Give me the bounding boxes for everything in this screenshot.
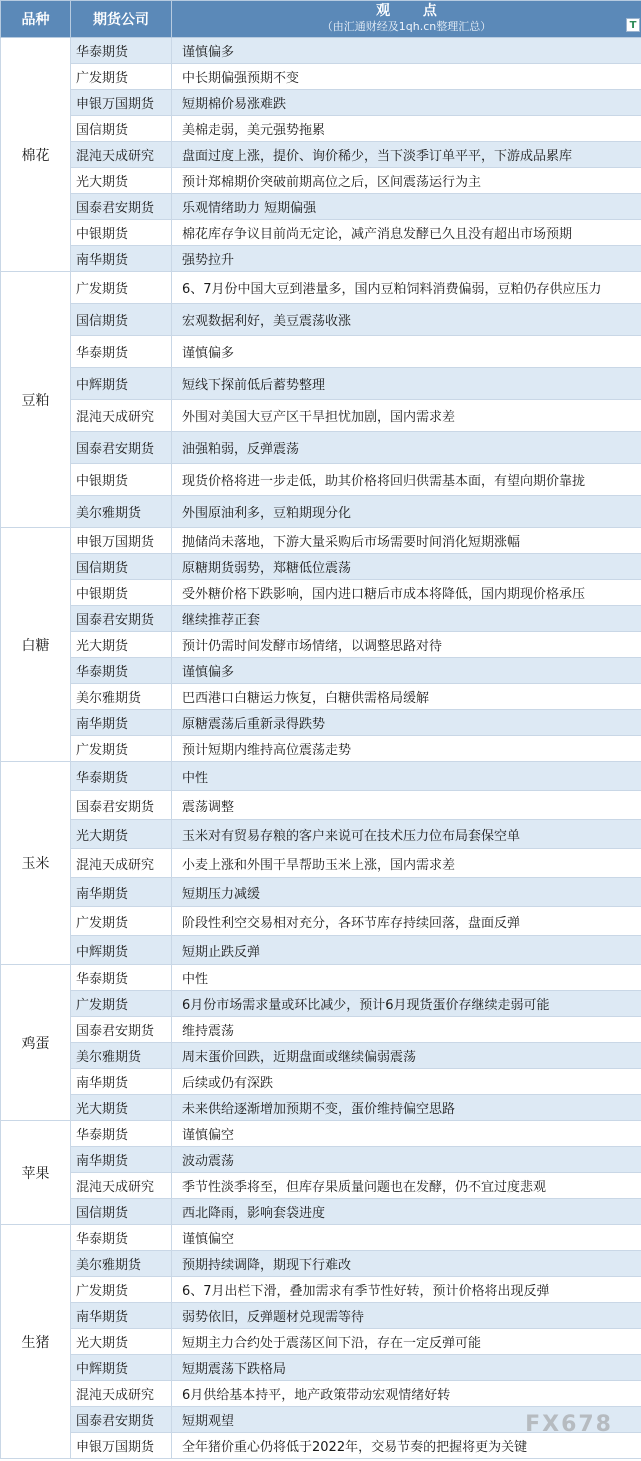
table-row (1, 658, 641, 684)
viewpoint-cell: 全年猪价重心仍将低于2022年，交易节奏的把握将更为关键 (172, 1433, 641, 1459)
company-cell: 华泰期货 (71, 1121, 172, 1147)
category-cell: 玉米 (1, 762, 71, 965)
category-cell: 鸡蛋 (1, 965, 71, 1121)
table-row (1, 878, 641, 907)
header-category: 品种 (1, 1, 71, 38)
viewpoint-cell: 短期压力减缓 (172, 878, 641, 907)
viewpoint-cell: 继续推荐正套 (172, 606, 641, 632)
table-header (1, 1, 641, 38)
table-row (1, 1121, 641, 1147)
viewpoint-cell: 现货价格将进一步走低，助其价格将回归供需基本面，有望向期价靠拢 (172, 464, 641, 496)
table-row (1, 64, 641, 90)
company-cell: 美尔雅期货 (71, 684, 172, 710)
company-cell: 混沌天成研究 (71, 1381, 172, 1407)
category-cell: 生猪 (1, 1225, 71, 1459)
table-row (1, 554, 641, 580)
viewpoint-cell: 中长期偏强预期不变 (172, 64, 641, 90)
table-row (1, 791, 641, 820)
header-viewpoint: 观 点 (376, 3, 451, 19)
company-cell: 国泰君安期货 (71, 194, 172, 220)
table-body (1, 38, 641, 1459)
table-row (1, 368, 641, 400)
viewpoint-cell: 小麦上涨和外围干旱帮助玉米上涨，国内需求差 (172, 849, 641, 878)
viewpoint-cell: 谨慎偏多 (172, 658, 641, 684)
table-row (1, 907, 641, 936)
viewpoint-cell: 外围原油利多，豆粕期现分化 (172, 496, 641, 528)
company-cell: 国信期货 (71, 116, 172, 142)
table-row (1, 820, 641, 849)
company-cell: 广发期货 (71, 736, 172, 762)
company-cell: 美尔雅期货 (71, 1251, 172, 1277)
viewpoint-cell: 震荡调整 (172, 791, 641, 820)
table-row (1, 400, 641, 432)
viewpoint-cell: 西北降雨，影响套袋进度 (172, 1199, 641, 1225)
company-cell: 美尔雅期货 (71, 496, 172, 528)
table-row (1, 1147, 641, 1173)
table-row (1, 1303, 641, 1329)
table-row (1, 580, 641, 606)
viewpoint-cell: 6、7月出栏下滑，叠加需求有季节性好转，预计价格将出现反弹 (172, 1277, 641, 1303)
viewpoint-cell: 乐观情绪助力 短期偏强 (172, 194, 641, 220)
viewpoint-cell: 玉米对有贸易存粮的客户来说可在技术压力位布局套保空单 (172, 820, 641, 849)
table-row (1, 632, 641, 658)
company-cell: 广发期货 (71, 272, 172, 304)
company-cell: 中银期货 (71, 220, 172, 246)
table-row (1, 1251, 641, 1277)
company-cell: 中银期货 (71, 580, 172, 606)
viewpoint-cell: 维持震荡 (172, 1017, 641, 1043)
company-cell: 光大期货 (71, 1329, 172, 1355)
table-row (1, 194, 641, 220)
company-cell: 混沌天成研究 (71, 1173, 172, 1199)
company-cell: 广发期货 (71, 991, 172, 1017)
viewpoint-cell: 宏观数据利好，美豆震荡收涨 (172, 304, 641, 336)
company-cell: 中辉期货 (71, 1355, 172, 1381)
company-cell: 南华期货 (71, 1147, 172, 1173)
viewpoint-cell: 预计仍需时间发酵市场情绪，以调整思路对待 (172, 632, 641, 658)
table-row (1, 736, 641, 762)
viewpoint-cell: 短期观望 (172, 1407, 641, 1433)
company-cell: 华泰期货 (71, 336, 172, 368)
company-cell: 国泰君安期货 (71, 791, 172, 820)
table-row (1, 1199, 641, 1225)
company-cell: 混沌天成研究 (71, 142, 172, 168)
company-cell: 国信期货 (71, 304, 172, 336)
company-cell: 光大期货 (71, 632, 172, 658)
company-cell: 光大期货 (71, 820, 172, 849)
company-cell: 国泰君安期货 (71, 606, 172, 632)
viewpoint-cell: 谨慎偏空 (172, 1121, 641, 1147)
table-row (1, 90, 641, 116)
table-row (1, 762, 641, 791)
table-row (1, 528, 641, 554)
viewpoint-cell: 波动震荡 (172, 1147, 641, 1173)
viewpoint-cell: 棉花库存争议目前尚无定论，减产消息发酵已久且没有超出市场预期 (172, 220, 641, 246)
company-cell: 光大期货 (71, 1095, 172, 1121)
table-row (1, 304, 641, 336)
viewpoint-cell: 原糖期货弱势，郑糖低位震荡 (172, 554, 641, 580)
table-row (1, 1225, 641, 1251)
viewpoint-cell: 原糖震荡后重新录得跌势 (172, 710, 641, 736)
viewpoint-cell: 受外糖价格下跌影响，国内进口糖后市成本将降低，国内期现价格承压 (172, 580, 641, 606)
viewpoint-cell: 油强粕弱，反弹震荡 (172, 432, 641, 464)
viewpoint-cell: 预计短期内维持高位震荡走势 (172, 736, 641, 762)
company-cell: 混沌天成研究 (71, 400, 172, 432)
table-row (1, 1381, 641, 1407)
table-row (1, 142, 641, 168)
viewpoint-cell: 短期主力合约处于震荡区间下沿，存在一定反弹可能 (172, 1329, 641, 1355)
table-row (1, 1355, 641, 1381)
viewpoint-cell: 弱势依旧，反弹题材兑现需等待 (172, 1303, 641, 1329)
company-cell: 南华期货 (71, 246, 172, 272)
viewpoint-cell: 预期持续调降，期现下行难改 (172, 1251, 641, 1277)
company-cell: 南华期货 (71, 1303, 172, 1329)
viewpoint-cell: 短期棉价易涨难跌 (172, 90, 641, 116)
viewpoint-cell: 中性 (172, 965, 641, 991)
company-cell: 中银期货 (71, 464, 172, 496)
viewpoint-cell: 盘面过度上涨，提价、询价稀少，当下淡季订单平平，下游成品累库 (172, 142, 641, 168)
table-row (1, 1277, 641, 1303)
viewpoint-cell: 6、7月份中国大豆到港量多，国内豆粕饲料消费偏弱，豆粕仍存供应压力 (172, 272, 641, 304)
viewpoint-cell: 巴西港口白糖运力恢复，白糖供需格局缓解 (172, 684, 641, 710)
company-cell: 中辉期货 (71, 368, 172, 400)
company-cell: 光大期货 (71, 168, 172, 194)
table-row (1, 432, 641, 464)
company-cell: 华泰期货 (71, 965, 172, 991)
header-viewpoint-cell (172, 1, 641, 38)
company-cell: 华泰期货 (71, 658, 172, 684)
viewpoint-cell: 6月份市场需求量或环比减少，预计6月现货蛋价存继续走弱可能 (172, 991, 641, 1017)
table-row (1, 1095, 641, 1121)
viewpoint-cell: 6月供给基本持平，地产政策带动宏观情绪好转 (172, 1381, 641, 1407)
company-cell: 申银万国期货 (71, 528, 172, 554)
company-cell: 国信期货 (71, 554, 172, 580)
viewpoint-cell: 谨慎偏多 (172, 336, 641, 368)
table-row (1, 936, 641, 965)
viewpoint-cell: 短期震荡下跌格局 (172, 1355, 641, 1381)
table-row (1, 246, 641, 272)
viewpoint-cell: 后续或仍有深跌 (172, 1069, 641, 1095)
category-cell: 豆粕 (1, 272, 71, 528)
company-cell: 申银万国期货 (71, 90, 172, 116)
company-cell: 华泰期货 (71, 1225, 172, 1251)
company-cell: 国泰君安期货 (71, 1407, 172, 1433)
viewpoint-cell: 中性 (172, 762, 641, 791)
watermark-logo: FX678 (525, 1412, 613, 1437)
table-row (1, 168, 641, 194)
company-cell: 南华期货 (71, 1069, 172, 1095)
header-company: 期货公司 (71, 1, 172, 38)
viewpoint-cell: 阶段性利空交易相对充分，各环节库存持续回落，盘面反弹 (172, 907, 641, 936)
viewpoint-cell: 强势拉升 (172, 246, 641, 272)
table-row (1, 496, 641, 528)
table-row (1, 684, 641, 710)
category-cell: 棉花 (1, 38, 71, 272)
company-cell: 国泰君安期货 (71, 432, 172, 464)
category-cell: 苹果 (1, 1121, 71, 1225)
company-cell: 国信期货 (71, 1199, 172, 1225)
company-cell: 华泰期货 (71, 762, 172, 791)
viewpoint-cell: 短期止跌反弹 (172, 936, 641, 965)
company-cell: 混沌天成研究 (71, 849, 172, 878)
viewpoint-cell: 短线下探前低后蓄势整理 (172, 368, 641, 400)
viewpoint-cell: 抛储尚未落地，下游大量采购后市场需要时间消化短期涨幅 (172, 528, 641, 554)
viewpoint-cell: 外围对美国大豆产区干旱担忧加剧，国内需求差 (172, 400, 641, 432)
table-row (1, 991, 641, 1017)
viewpoint-cell: 未来供给逐渐增加预期不变，蛋价维持偏空思路 (172, 1095, 641, 1121)
company-cell: 华泰期货 (71, 38, 172, 64)
company-cell: 南华期货 (71, 710, 172, 736)
table-row (1, 1069, 641, 1095)
table-row (1, 606, 641, 632)
viewpoint-cell: 美棉走弱，美元强势拖累 (172, 116, 641, 142)
header-source-note: （由汇通财经及1qh.cn整理汇总） (321, 20, 492, 33)
company-cell: 广发期货 (71, 907, 172, 936)
company-cell: 广发期货 (71, 64, 172, 90)
company-cell: 广发期货 (71, 1277, 172, 1303)
category-cell: 白糖 (1, 528, 71, 762)
table-row (1, 116, 641, 142)
company-cell: 美尔雅期货 (71, 1043, 172, 1069)
table-row (1, 1017, 641, 1043)
table-row (1, 38, 641, 64)
viewpoint-cell: 周末蛋价回跌，近期盘面或继续偏弱震荡 (172, 1043, 641, 1069)
company-cell: 南华期货 (71, 878, 172, 907)
table-row (1, 965, 641, 991)
viewpoint-cell: 谨慎偏空 (172, 1225, 641, 1251)
table-row (1, 336, 641, 368)
table-row (1, 1043, 641, 1069)
table-row (1, 272, 641, 304)
table-row (1, 849, 641, 878)
table-corner-icon[interactable]: T (626, 18, 640, 32)
viewpoint-cell: 季节性淡季将至，但库存果质量问题也在发酵，仍不宜过度悲观 (172, 1173, 641, 1199)
company-cell: 中辉期货 (71, 936, 172, 965)
table-row (1, 1173, 641, 1199)
table-row (1, 710, 641, 736)
company-cell: 国泰君安期货 (71, 1017, 172, 1043)
company-cell: 申银万国期货 (71, 1433, 172, 1459)
viewpoint-cell: 谨慎偏多 (172, 38, 641, 64)
table-row (1, 220, 641, 246)
table-row (1, 464, 641, 496)
viewpoint-cell: 预计郑棉期价突破前期高位之后，区间震荡运行为主 (172, 168, 641, 194)
table-row (1, 1329, 641, 1355)
